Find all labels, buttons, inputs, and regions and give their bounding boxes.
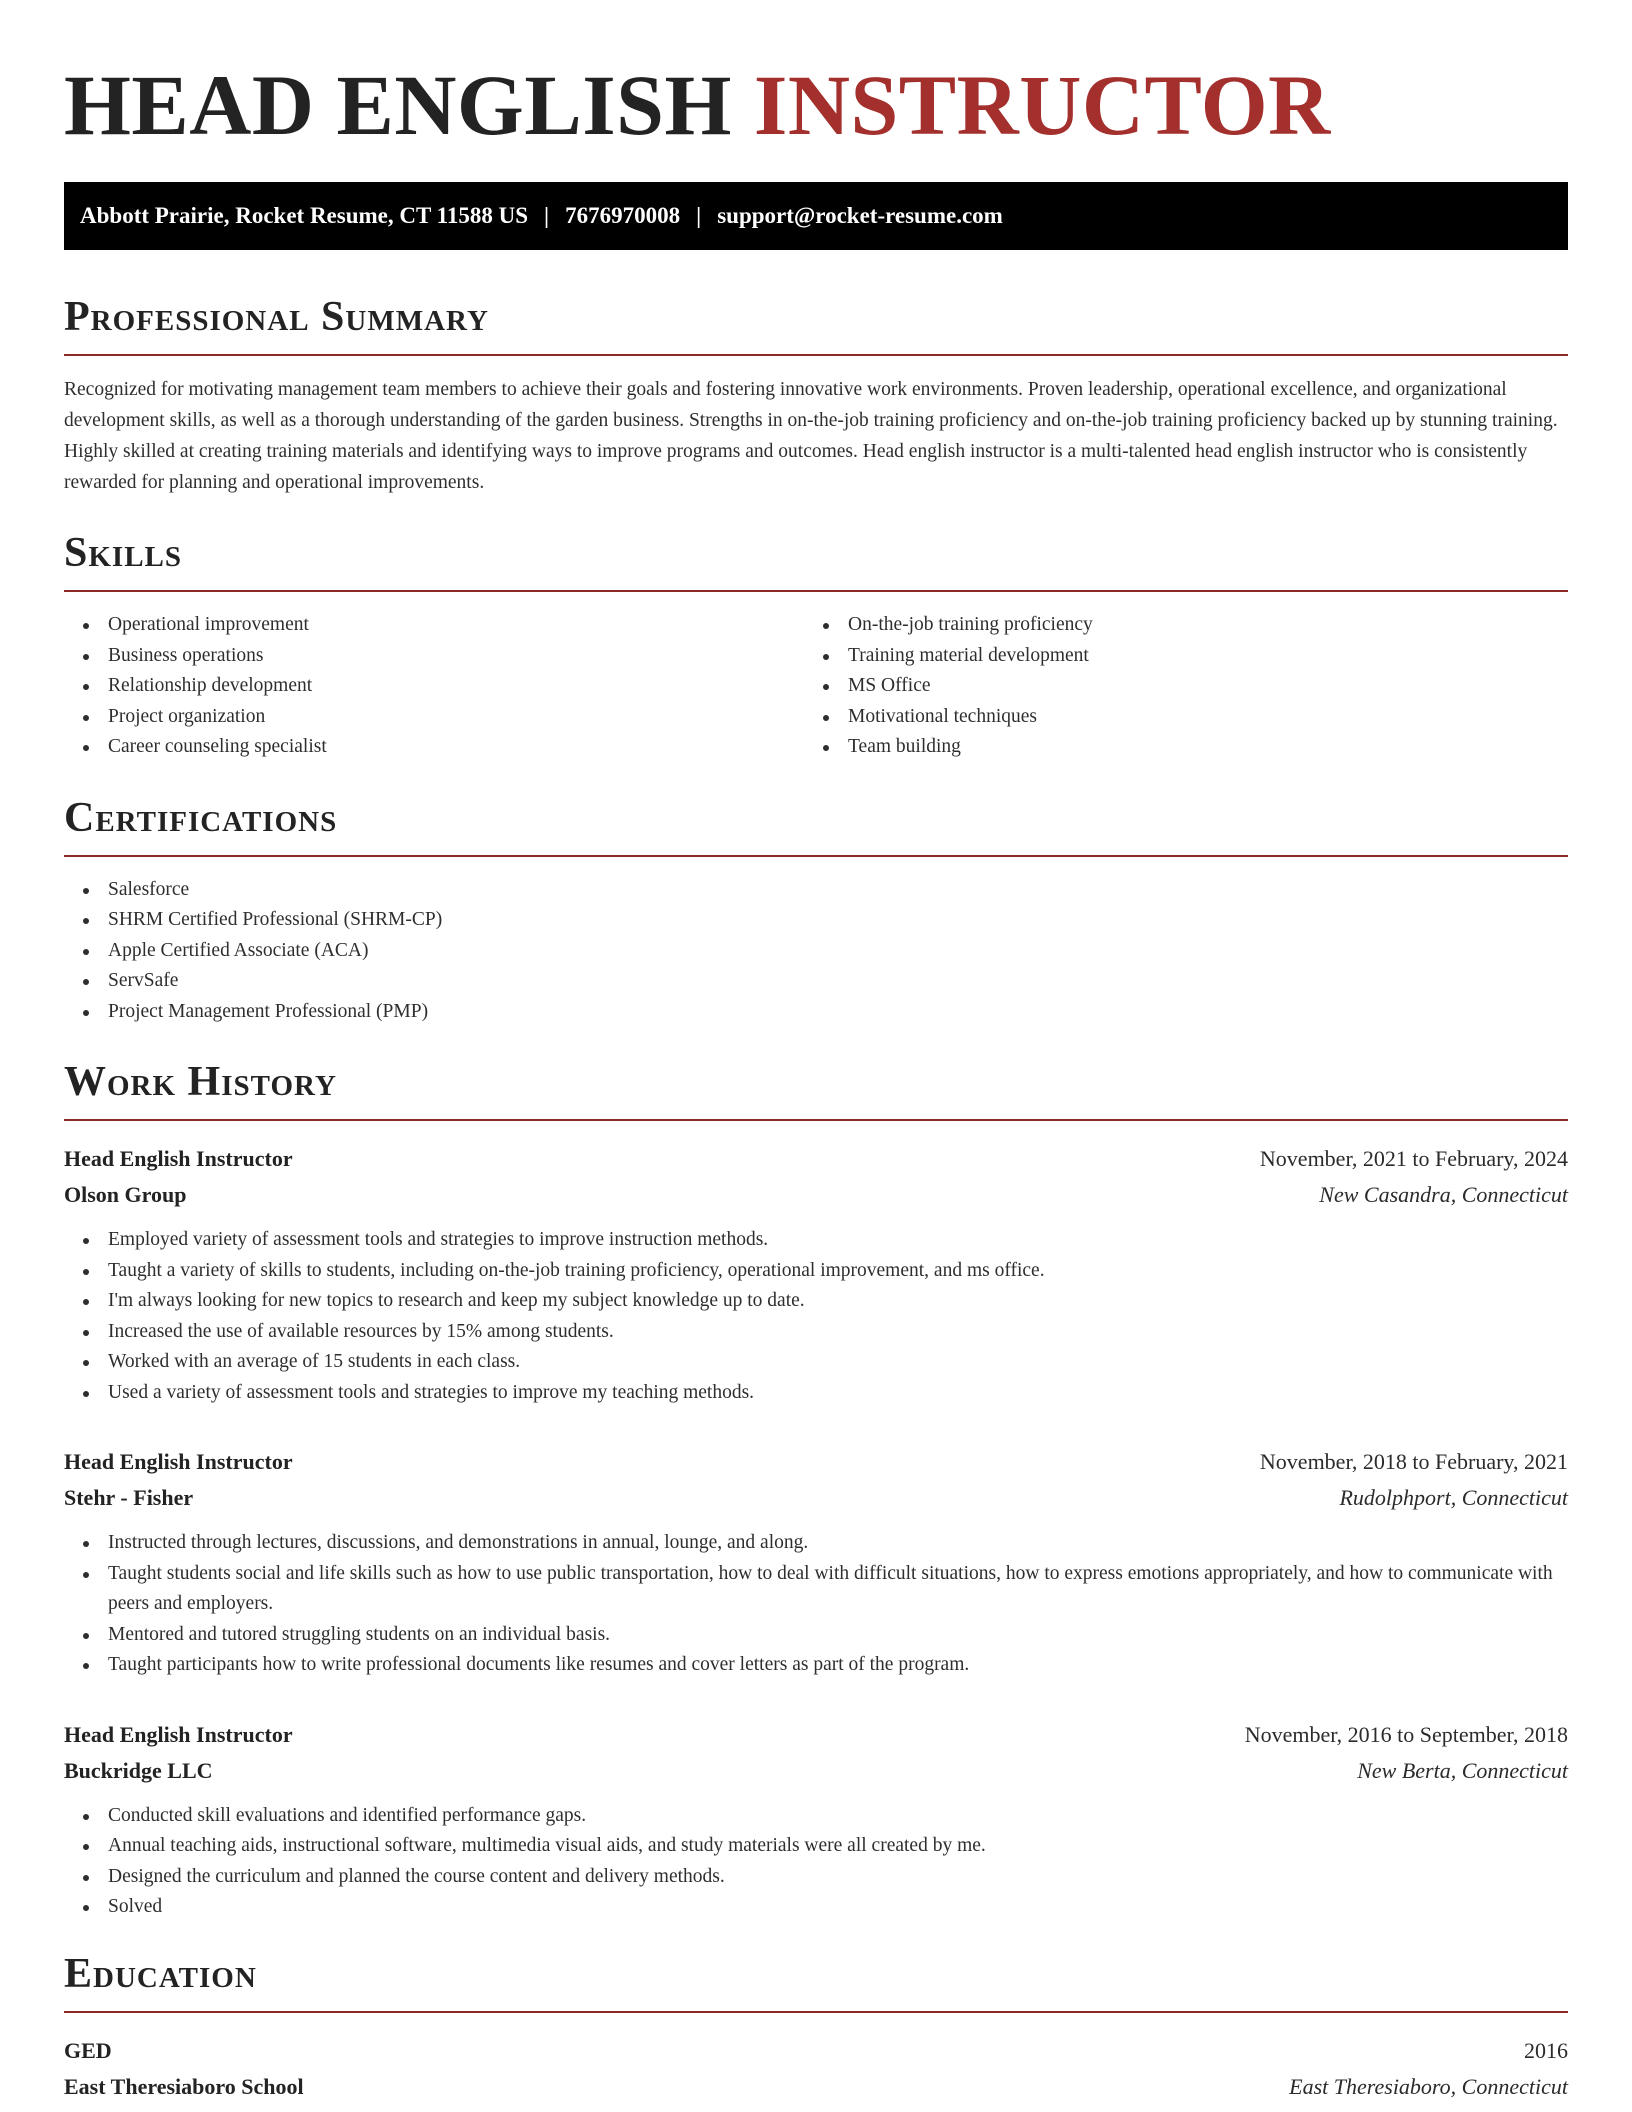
skill-item: Motivational techniques [804,702,1544,733]
resume-title [64,57,1568,153]
job-bullet: Taught students social and life skills such as how to use public transportation, how to deal with difficult situations, how to express emotions appropriately, and how to communicate with peers and employers. [64,1559,1568,1620]
job-company: Stehr - Fisher [64,1485,194,1510]
job-bullets [64,1528,1568,1681]
education-entry [64,2033,1568,2105]
skills-columns [64,592,1568,763]
contact-bar [64,182,1568,250]
job-title: Head English Instructor [64,1449,293,1474]
job-bullet: Mentored and tutored struggling students on an individual basis. [64,1620,1568,1651]
job-entry [64,1717,1568,1923]
job-location: New Casandra, Connecticut [1319,1182,1568,1207]
job-company-row [64,1177,1568,1213]
job-bullet: Taught a variety of skills to students, including on-the-job training proficiency, operational improvement, and ms office. [64,1256,1568,1287]
job-bullet: Worked with an average of 15 students in each class. [64,1347,1568,1378]
job-bullet: Instructed through lectures, discussions, and demonstrations in annual, lounge, and along. [64,1528,1568,1559]
job-bullet: Conducted skill evaluations and identified performance gaps. [64,1801,1568,1832]
skills-section [64,532,1568,763]
job-bullet: Taught participants how to write professional documents like resumes and cover letters as part of the program. [64,1650,1568,1681]
skill-item: Business operations [64,641,804,672]
skills-column-right [804,592,1544,763]
job-dates: November, 2018 to February, 2021 [1259,1449,1568,1474]
title-main: HEAD ENGLISH [64,57,732,153]
certification-item: Apple Certified Associate (ACA) [64,936,1568,967]
skills-column-left [64,592,804,763]
certifications-section [64,794,1568,1028]
education-school-row [64,2069,1568,2105]
education-header-row [64,2033,1568,2069]
skill-item: Career counseling specialist [64,732,804,763]
job-entry [64,1141,1568,1408]
job-header-row [64,1141,1568,1177]
education-school: East Theresiaboro School [64,2073,304,2099]
job-bullet: I'm always looking for new topics to research and keep my subject knowledge up to date. [64,1286,1568,1317]
education-degree: GED [64,2037,112,2063]
job-company: Buckridge LLC [64,1757,213,1783]
job-title: Head English Instructor [64,1146,293,1171]
job-company-row [64,1753,1568,1789]
job-bullet: Designed the curriculum and planned the course content and delivery methods. [64,1862,1568,1893]
job-location: New Berta, Connecticut [1357,1757,1568,1783]
contact-separator: | [696,203,702,228]
certifications-heading: Certifications [64,797,1568,857]
job-company-row [64,1480,1568,1516]
title-accent: INSTRUCTOR [753,57,1331,153]
education-year: 2016 [1524,2037,1568,2063]
summary-heading: Professional Summary [64,296,1568,356]
contact-phone: 7676970008 [565,203,681,228]
certification-item: Salesforce [64,875,1568,906]
work-history-heading: Work History [64,1061,1568,1121]
job-dates: November, 2021 to February, 2024 [1259,1146,1568,1171]
job-dates: November, 2016 to September, 2018 [1244,1721,1568,1747]
job-title: Head English Instructor [64,1721,293,1747]
job-bullet: Employed variety of assessment tools and strategies to improve instruction methods. [64,1225,1568,1256]
job-bullet: Annual teaching aids, instructional software, multimedia visual aids, and study materials were all created by me. [64,1831,1568,1862]
skill-item: Operational improvement [64,610,804,641]
certifications-list [64,875,1568,1028]
job-bullet: Solved [64,1892,1568,1923]
job-bullet: Increased the use of available resources by 15% among students. [64,1317,1568,1348]
education-heading: Education [64,1953,1568,2013]
skill-item: Team building [804,732,1544,763]
certification-item: ServSafe [64,966,1568,997]
education-location: East Theresiaboro, Connecticut [1289,2073,1568,2099]
summary-text: Recognized for motivating management team members to achieve their goals and fostering innovative work environments. Proven leadership, operational excellence, and organizational development skills, as well as a thorough understanding of the garden business. Strengths in on-the-job training proficiency and on-the-job training proficiency backed up by stunning training. Highly skilled at creating training materials and identifying ways to improve programs and outcomes. Head english instructor is a multi-talented head english instructor who is consistently rewarded for planning and operational improvements. [64,379,1558,493]
job-entry [64,1444,1568,1681]
contact-address: Abbott Prairie, Rocket Resume, CT 11588 US [80,203,529,228]
job-location: Rudolphport, Connecticut [1339,1485,1568,1510]
job-bullet: Used a variety of assessment tools and strategies to improve my teaching methods. [64,1378,1568,1409]
education-section [64,1950,1568,2105]
job-header-row [64,1717,1568,1753]
skills-list-left [64,610,804,763]
skill-item: MS Office [804,671,1544,702]
skills-heading: Skills [64,532,1568,592]
job-bullets [64,1801,1568,1923]
job-header-row [64,1444,1568,1480]
job-company: Olson Group [64,1182,187,1207]
skill-item: Relationship development [64,671,804,702]
skill-item: Training material development [804,641,1544,672]
contact-email[interactable]: support@rocket-resume.com [717,203,1003,228]
skill-item: On-the-job training proficiency [804,610,1544,641]
skill-item: Project organization [64,702,804,733]
summary-section [64,296,1568,498]
contact-separator: | [544,203,550,228]
skills-list-right [804,610,1544,763]
job-bullets [64,1225,1568,1408]
certification-item: Project Management Professional (PMP) [64,997,1568,1028]
work-history-section [64,1061,1568,1923]
certification-item: SHRM Certified Professional (SHRM-CP) [64,905,1568,936]
